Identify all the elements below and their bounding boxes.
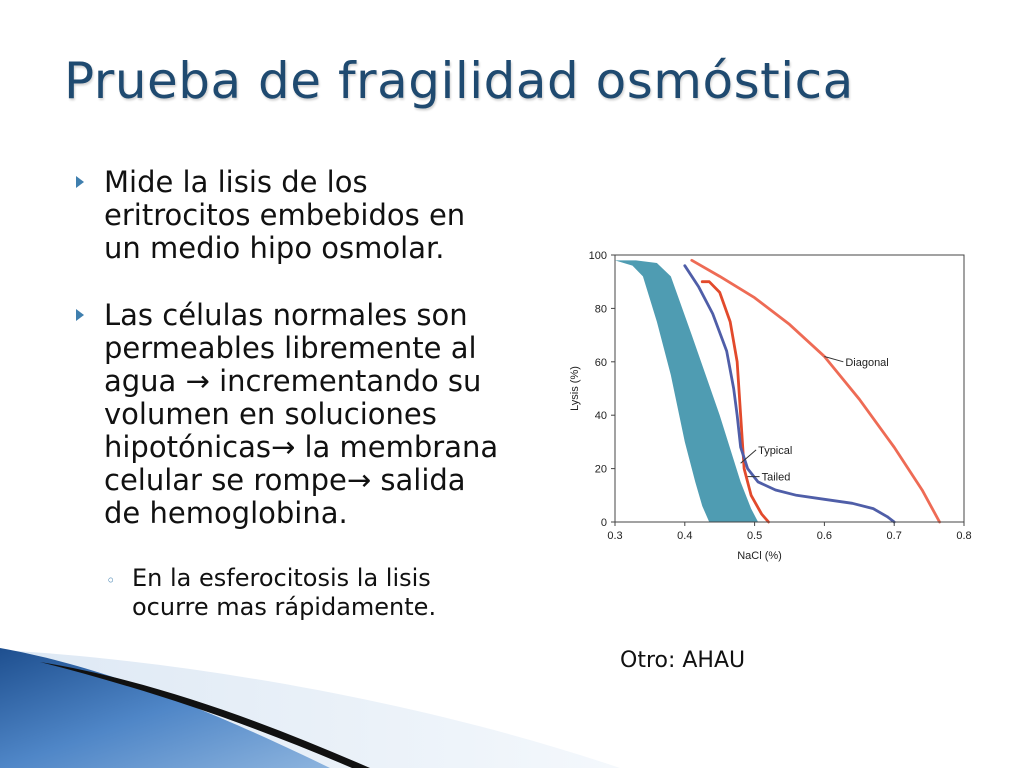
bullet-text-line: hipotónicas→ la membrana: [104, 430, 499, 464]
sub-bullet-circle-icon: ◦: [106, 571, 116, 590]
bullet-text-line: un medio hipo osmolar.: [104, 231, 445, 265]
x-axis-label: NaCl (%): [737, 550, 782, 562]
x-tick-label: 0.6: [816, 530, 833, 542]
chart-svg: [560, 240, 980, 570]
bullet-text-line: permeables libremente al: [104, 331, 477, 365]
image-caption: Otro: AHAU: [620, 648, 746, 673]
annotation-label-diagonal: Diagonal: [845, 356, 889, 369]
osmotic-fragility-chart: [560, 240, 980, 570]
y-tick-label: 100: [588, 250, 607, 262]
y-tick-label: 0: [600, 517, 607, 529]
y-tick-label: 40: [594, 410, 607, 423]
bullet-text-line: volumen en soluciones: [104, 397, 437, 431]
x-tick-label: 0.3: [607, 530, 623, 542]
y-tick-label: 80: [594, 303, 607, 316]
x-tick-label: 0.7: [886, 530, 902, 542]
bullet-arrow-icon: [76, 309, 84, 321]
sub-bullet-item: [76, 564, 546, 622]
sub-bullet-text-line: ocurre mas rápidamente.: [132, 593, 437, 621]
bullet-text-line: celular se rompe→ salida: [104, 463, 466, 497]
bullet-text-line: agua → incrementando su: [104, 364, 482, 398]
x-tick-label: 0.4: [677, 530, 693, 542]
bullet-text-line: Las células normales son: [104, 298, 468, 332]
sub-bullet-text-line: En la esferocitosis la lisis: [132, 564, 431, 592]
annotation-label-typical: Typical: [758, 444, 793, 457]
bullet-item: [76, 166, 546, 265]
bullet-item: [76, 299, 546, 530]
y-tick-label: 60: [594, 356, 607, 369]
x-tick-label: 0.8: [956, 530, 972, 542]
y-tick-label: 20: [594, 463, 607, 476]
bullet-text-line: Mide la lisis de los: [104, 166, 368, 199]
bullet-text-line: eritrocitos embebidos en: [104, 198, 466, 232]
bullet-text-line: de hemoglobina.: [104, 496, 348, 530]
x-tick-label: 0.5: [746, 530, 763, 542]
y-axis-label: Lysis (%): [569, 366, 581, 411]
normal-range-band: [615, 260, 758, 522]
bullet-arrow-icon: [76, 176, 84, 188]
slide-content: [76, 166, 546, 686]
slide-title: Prueba de fragilidad osmóstica: [64, 52, 854, 110]
annotation-label-tailed: Tailed: [761, 471, 791, 484]
